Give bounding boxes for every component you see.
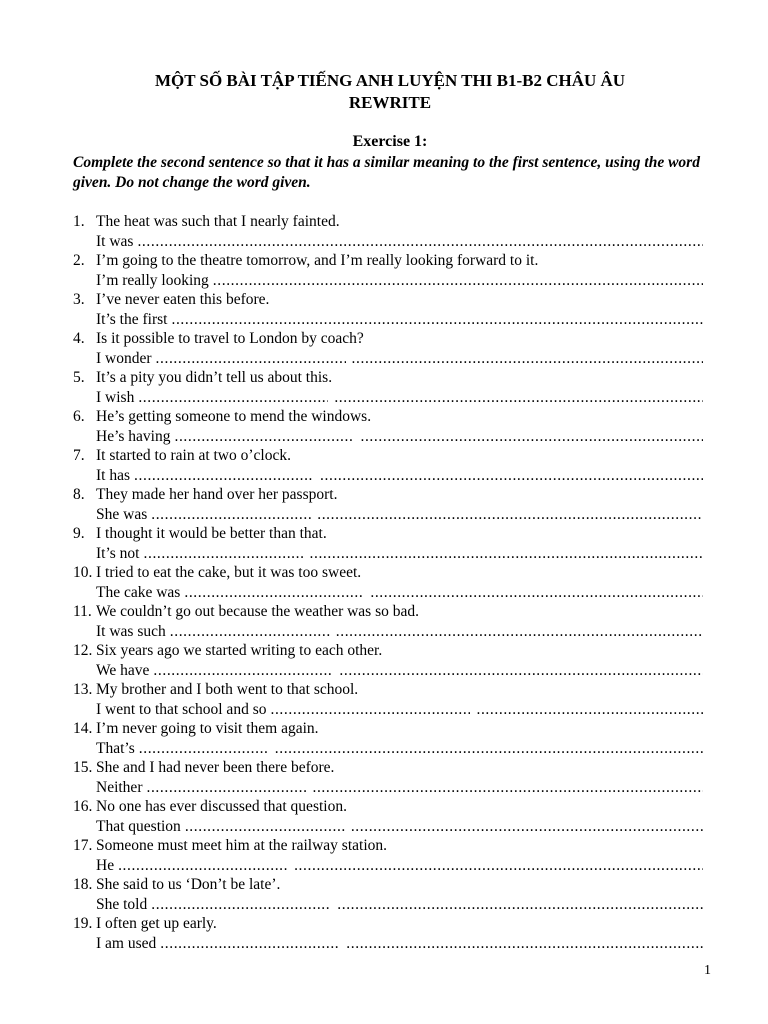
exercise-item xyxy=(73,485,703,524)
item-number: 4. xyxy=(73,330,85,347)
item-number: 5. xyxy=(73,369,85,386)
answer-dots[interactable] xyxy=(118,856,288,876)
exercise-item xyxy=(73,290,703,329)
exercise-heading: Exercise 1: xyxy=(352,133,428,150)
item-prompt: Neither xyxy=(96,778,143,796)
item-sentence: She said to us ‘Don’t be late’. xyxy=(96,876,281,893)
item-number: 12. xyxy=(73,642,93,659)
title-line-2: REWRITE xyxy=(348,93,432,112)
item-number: 7. xyxy=(73,447,85,464)
exercise-item xyxy=(73,368,703,407)
item-sentence: I’ve never eaten this before. xyxy=(96,291,270,308)
item-prompt: I am used xyxy=(96,934,157,952)
answer-dots[interactable] xyxy=(151,505,311,525)
item-number: 1. xyxy=(73,213,85,230)
answer-dots[interactable] xyxy=(170,622,330,642)
item-number: 2. xyxy=(73,252,85,269)
answer-dots[interactable] xyxy=(151,895,331,915)
item-prompt: That’s xyxy=(96,739,135,757)
answer-dots[interactable] xyxy=(134,466,314,486)
exercise-item xyxy=(73,680,703,719)
answer-dots[interactable] xyxy=(294,856,703,876)
exercise-item xyxy=(73,719,703,758)
title-line-1: MỘT SỐ BÀI TẬP TIẾNG ANH LUYỆN THI B1-B2 CHÂU ÂU xyxy=(154,71,626,90)
answer-dots[interactable] xyxy=(351,817,703,837)
answer-dots[interactable] xyxy=(146,778,306,798)
item-number: 19. xyxy=(73,915,93,932)
answer-dots[interactable] xyxy=(185,817,345,837)
exercise-item xyxy=(73,251,703,290)
answer-dots[interactable] xyxy=(160,934,340,954)
answer-dots[interactable] xyxy=(275,739,703,759)
item-number: 8. xyxy=(73,486,85,503)
answer-dots[interactable] xyxy=(370,583,703,603)
item-number: 3. xyxy=(73,291,85,308)
item-prompt: She told xyxy=(96,895,148,913)
item-prompt: I wish xyxy=(96,388,135,406)
item-sentence: I’m never going to visit them again. xyxy=(96,720,319,737)
item-sentence: Is it possible to travel to London by coach? xyxy=(96,330,364,347)
exercise-item xyxy=(73,914,703,953)
item-sentence: He’s getting someone to mend the windows. xyxy=(96,408,372,425)
item-sentence: I’m going to the theatre tomorrow, and I’m really looking forward to it. xyxy=(96,252,539,269)
item-prompt: I went to that school and so xyxy=(96,700,267,718)
answer-dots[interactable] xyxy=(213,271,703,291)
answer-dots[interactable] xyxy=(174,427,354,447)
item-prompt: He xyxy=(96,856,115,874)
item-sentence: Someone must meet him at the railway station. xyxy=(96,837,387,854)
item-prompt: He’s having xyxy=(96,427,171,445)
answer-dots[interactable] xyxy=(337,895,703,915)
answer-dots[interactable] xyxy=(352,349,703,369)
answer-dots[interactable] xyxy=(138,388,328,408)
exercise-item xyxy=(73,875,703,914)
item-number: 10. xyxy=(73,564,93,581)
page-number: 1 xyxy=(704,963,711,978)
item-sentence: I thought it would be better than that. xyxy=(96,525,327,542)
item-sentence: It’s a pity you didn’t tell us about this. xyxy=(96,369,333,386)
exercise-item xyxy=(73,212,703,251)
item-sentence: It started to rain at two o’clock. xyxy=(96,447,291,464)
item-number: 16. xyxy=(73,798,93,815)
item-sentence: My brother and I both went to that school. xyxy=(96,681,359,698)
answer-dots[interactable] xyxy=(346,934,703,954)
answer-dots[interactable] xyxy=(153,661,333,681)
item-prompt: The cake was xyxy=(96,583,181,601)
item-number: 17. xyxy=(73,837,93,854)
item-sentence: No one has ever discussed that question. xyxy=(96,798,347,815)
item-number: 6. xyxy=(73,408,85,425)
item-prompt: I wonder xyxy=(96,349,152,367)
answer-dots[interactable] xyxy=(184,583,364,603)
item-sentence: We couldn’t go out because the weather was so bad. xyxy=(96,603,420,620)
item-prompt: It’s not xyxy=(96,544,140,562)
answer-dots[interactable] xyxy=(310,544,704,564)
answer-dots[interactable] xyxy=(317,505,703,525)
item-prompt: It was xyxy=(96,232,134,250)
answer-dots[interactable] xyxy=(334,388,703,408)
item-sentence: She and I had never been there before. xyxy=(96,759,335,776)
exercise-item xyxy=(73,836,703,875)
item-number: 9. xyxy=(73,525,85,542)
item-number: 18. xyxy=(73,876,93,893)
item-prompt: I’m really looking xyxy=(96,271,209,289)
item-number: 14. xyxy=(73,720,93,737)
answer-dots[interactable] xyxy=(339,661,703,681)
answer-dots[interactable] xyxy=(144,544,304,564)
exercise-list xyxy=(73,212,703,953)
item-prompt: It’s the first xyxy=(96,310,168,328)
answer-dots[interactable] xyxy=(320,466,703,486)
item-prompt: It was such xyxy=(96,622,166,640)
exercise-item xyxy=(73,524,703,563)
instructions: Complete the second sentence so that it has a similar meaning to the first sentence, using the word given. Do not change the word given. xyxy=(73,154,700,191)
answer-dots[interactable] xyxy=(137,232,703,252)
exercise-item xyxy=(73,563,703,602)
item-number: 15. xyxy=(73,759,93,776)
answer-dots[interactable] xyxy=(171,310,703,330)
item-sentence: I tried to eat the cake, but it was too sweet. xyxy=(96,564,362,581)
exercise-item xyxy=(73,602,703,641)
item-number: 13. xyxy=(73,681,93,698)
document-title xyxy=(60,70,720,114)
item-number: 11. xyxy=(73,603,92,620)
answer-dots[interactable] xyxy=(270,700,470,720)
exercise-item xyxy=(73,407,703,446)
item-prompt: It has xyxy=(96,466,131,484)
item-prompt: She was xyxy=(96,505,148,523)
exercise-item xyxy=(73,329,703,368)
item-sentence: Six years ago we started writing to each other. xyxy=(96,642,383,659)
answer-dots[interactable] xyxy=(139,739,269,759)
answer-dots[interactable] xyxy=(360,427,703,447)
exercise-item xyxy=(73,446,703,485)
answer-dots[interactable] xyxy=(336,622,703,642)
answer-dots[interactable] xyxy=(312,778,703,798)
answer-dots[interactable] xyxy=(156,349,346,369)
item-sentence: The heat was such that I nearly fainted. xyxy=(96,213,340,230)
exercise-item xyxy=(73,758,703,797)
exercise-item xyxy=(73,641,703,680)
exercise-item xyxy=(73,797,703,836)
item-prompt: That question xyxy=(96,817,181,835)
answer-dots[interactable] xyxy=(476,700,703,720)
item-sentence: I often get up early. xyxy=(96,915,217,932)
item-sentence: They made her hand over her passport. xyxy=(96,486,338,503)
item-prompt: We have xyxy=(96,661,150,679)
